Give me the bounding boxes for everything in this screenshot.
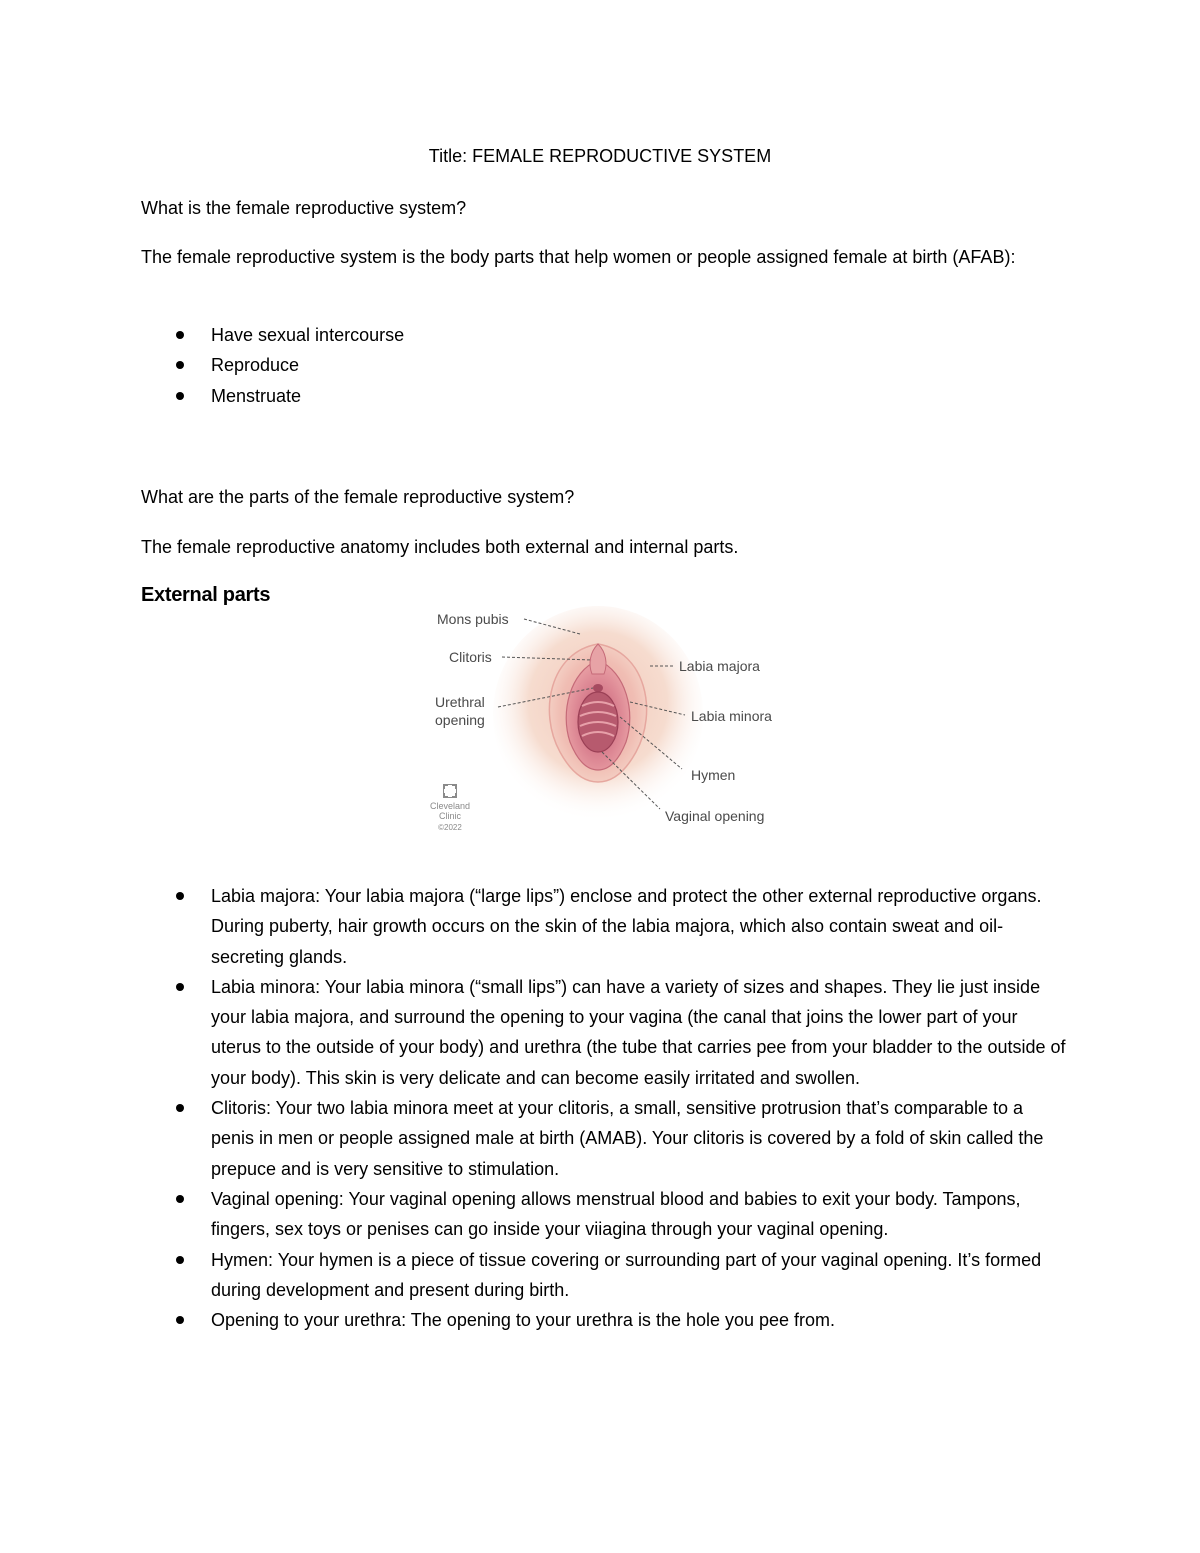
external-anatomy-illustration [420,602,800,842]
cleveland-clinic-logo [430,785,470,832]
list-item: Menstruate [141,381,1071,411]
bullet-icon [176,892,184,900]
bullet-icon [176,1195,184,1203]
logo-line1: Cleveland [429,801,471,811]
intro-paragraph: The female reproductive system is the body parts that help women or people assigned female at birth (AFAB): [141,247,1016,267]
list-item: Opening to your urethra: The opening to your urethra is the hole you pee from. [141,1305,1071,1335]
bullet-icon [176,1256,184,1264]
external-parts-list [141,881,1071,1335]
bullet-icon [176,1104,184,1112]
list-item: Labia minora: Your labia minora (“small lips”) can have a variety of sizes and shapes. They lie just inside your labia majora, and surround the opening to your vagina (the canal that joins the lower part of your uterus to the outside of your body) and urethra (the tube that carries pee from your bladder to the outside of your body). This skin is very delicate and can become easily irritated and swollen. [141,972,1071,1093]
label-labia-majora: Labia majora [679,658,760,674]
question-what-is: What is the female reproductive system? [141,198,467,218]
label-hymen: Hymen [691,767,736,783]
bullet-icon [176,392,184,400]
bullet-icon [176,1316,184,1324]
bullet-icon [176,983,184,991]
functions-list [141,320,1071,411]
label-labia-minora: Labia minora [691,708,772,724]
list-item: Labia majora: Your labia majora (“large lips”) enclose and protect the other external reproductive organs. During puberty, hair growth occurs on the skin of the labia majora, which also contain sweat and oil-secreting glands. [141,881,1071,972]
bullet-icon [176,361,184,369]
logo-line3: ©2022 [438,823,462,832]
list-item: Vaginal opening: Your vaginal opening allows menstrual blood and babies to exit your body. Tampons, fingers, sex toys or penises can go inside your viiagina through your vaginal opening. [141,1184,1071,1245]
label-mons-pubis: Mons pubis [437,611,509,627]
label-urethral-line1: Urethral [435,694,485,710]
document-title: Title: FEMALE REPRODUCTIVE SYSTEM [428,146,772,166]
external-parts-heading: External parts [141,584,271,606]
label-vaginal-opening: Vaginal opening [665,808,765,824]
logo-line2: Clinic [438,811,462,821]
list-item: Reproduce [141,350,1071,380]
list-item: Hymen: Your hymen is a piece of tissue covering or surrounding part of your vaginal opening. It’s formed during development and present during birth. [141,1245,1071,1306]
label-urethral-line2: opening [435,712,485,728]
question-parts: What are the parts of the female reproductive system? [141,487,575,507]
list-item: Clitoris: Your two labia minora meet at your clitoris, a small, sensitive protrusion that’s comparable to a penis in men or people assigned male at birth (AMAB). Your clitoris is covered by a fold of skin called the prepuce and is very sensitive to stimulation. [141,1093,1071,1184]
label-clitoris: Clitoris [449,649,492,665]
urethral-opening-shape [593,684,603,692]
list-item: Have sexual intercourse [141,320,1071,350]
parts-intro-paragraph: The female reproductive anatomy includes both external and internal parts. [141,537,739,557]
anatomy-diagram [420,602,800,842]
bullet-icon [176,331,184,339]
